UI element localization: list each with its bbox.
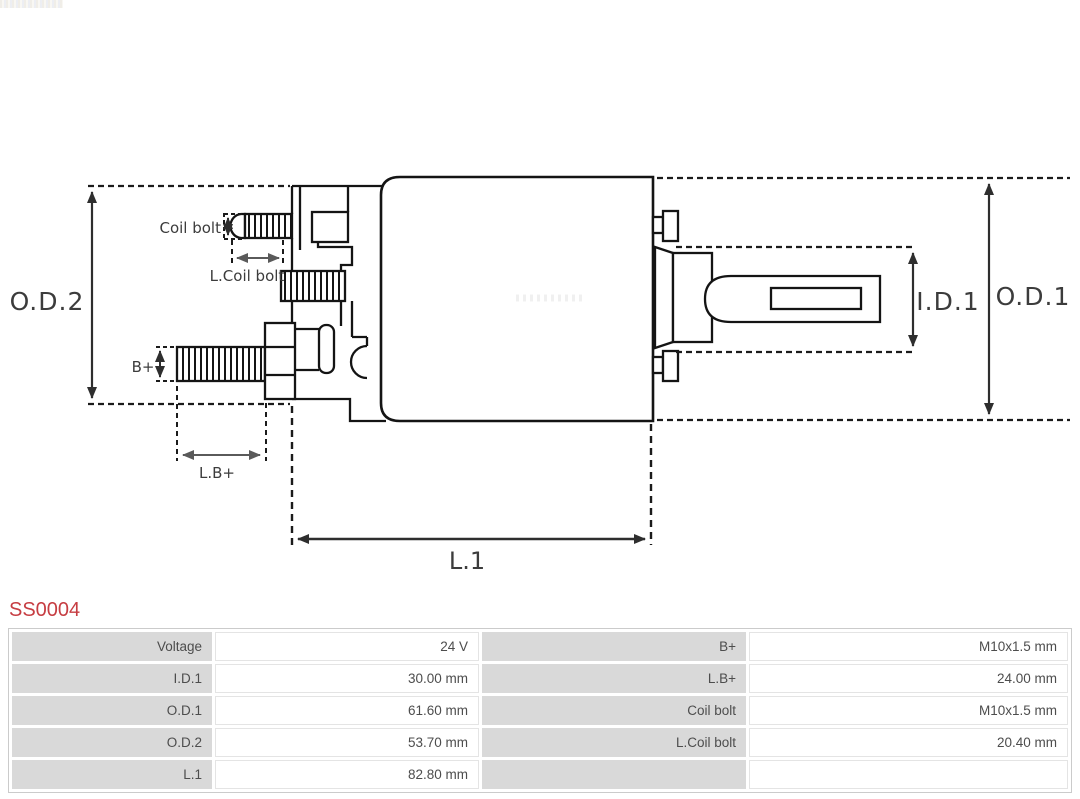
spec-value: 53.70 mm xyxy=(215,728,479,757)
id1-label: I.D.1 xyxy=(916,287,980,316)
spec-value: 24 V xyxy=(215,632,479,661)
l-coil-bolt-label: L.Coil bolt xyxy=(209,267,285,285)
b-plus-bushing xyxy=(319,325,334,373)
spec-value xyxy=(749,760,1068,789)
spec-value: 30.00 mm xyxy=(215,664,479,693)
spec-label: Coil bolt xyxy=(482,696,746,725)
spec-value: 20.40 mm xyxy=(749,728,1068,757)
dimension-lb-plus xyxy=(177,386,266,482)
od2-label: O.D.2 xyxy=(9,287,85,316)
part-code: SS0004 xyxy=(9,599,81,621)
coil-bolt-tip xyxy=(230,214,245,238)
spec-label: Voltage xyxy=(12,632,212,661)
b-plus-terminal xyxy=(177,323,334,399)
coil-boss xyxy=(281,271,345,301)
table-row xyxy=(12,632,1068,661)
dimension-b-plus xyxy=(132,347,177,381)
spec-label: L.B+ xyxy=(482,664,746,693)
terminal-tab-top xyxy=(653,217,663,233)
table-row xyxy=(12,696,1068,725)
dimension-l-coil-bolt xyxy=(210,240,285,285)
od1-label: O.D.1 xyxy=(995,282,1071,311)
coil-bolt-terminal xyxy=(230,214,292,238)
rear-cap xyxy=(655,247,673,348)
coil-bolt-label: Coil bolt xyxy=(159,219,221,237)
spec-label xyxy=(482,760,746,789)
terminal-tab-bottom xyxy=(653,357,663,373)
solenoid-body xyxy=(381,177,653,421)
spec-value: 24.00 mm xyxy=(749,664,1068,693)
plunger-shaft xyxy=(653,211,880,381)
spec-label: O.D.1 xyxy=(12,696,212,725)
b-plus-label: B+ xyxy=(131,358,155,376)
shaft-slot xyxy=(771,288,861,309)
b-plus-hex-nut xyxy=(265,323,295,399)
table-row xyxy=(12,760,1068,789)
table-row xyxy=(12,664,1068,693)
terminal-tab-top-head xyxy=(663,211,678,241)
table-row xyxy=(12,728,1068,757)
spec-label: O.D.2 xyxy=(12,728,212,757)
dimension-l1 xyxy=(292,406,651,575)
mounting-bracket xyxy=(292,186,386,421)
coil-bolt-threads xyxy=(245,214,292,238)
spec-value: 82.80 mm xyxy=(215,760,479,789)
spec-value: M10x1.5 mm xyxy=(749,696,1068,725)
spec-table xyxy=(8,628,1072,793)
b-plus-threads xyxy=(177,347,265,381)
spec-label: L.Coil bolt xyxy=(482,728,746,757)
pivot-cutout xyxy=(351,346,367,378)
spec-value: 61.60 mm xyxy=(215,696,479,725)
l1-label: L.1 xyxy=(448,547,486,575)
spec-label: B+ xyxy=(482,632,746,661)
lb-plus-label: L.B+ xyxy=(199,464,235,482)
terminal-tab-bottom-head xyxy=(663,351,678,381)
spec-label: I.D.1 xyxy=(12,664,212,693)
spec-value: M10x1.5 mm xyxy=(749,632,1068,661)
spec-label: L.1 xyxy=(12,760,212,789)
